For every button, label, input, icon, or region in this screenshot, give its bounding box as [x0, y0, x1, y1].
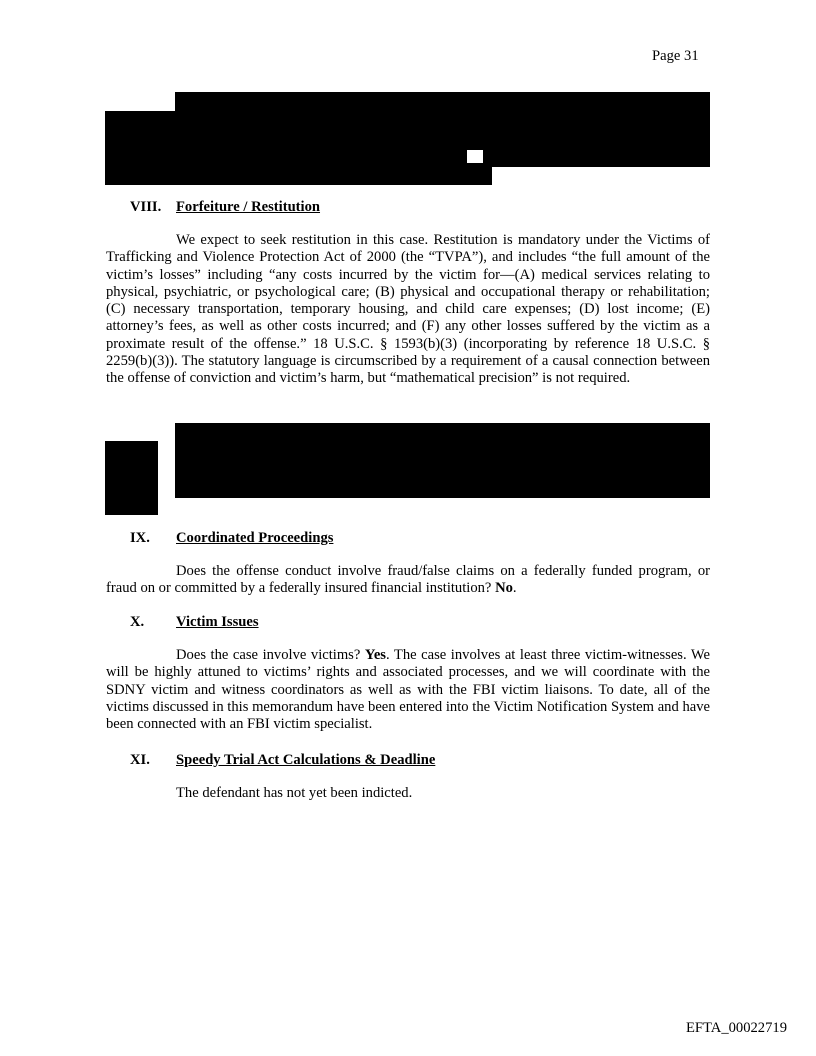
redaction-block	[175, 423, 710, 498]
victim-text-rest: . The case involves at least three victim-witnesses. We will be highly attuned to victims’ rights and associated processes, and we will coordinate with the SDNY victim and witness coordinators as well as with the FBI victim liaisons. To date, all of the victims discussed in this memorandum have been entered into the Victim Notification System and have been connected with an FBI victim specialist.	[106, 647, 710, 733]
section-number: IX.	[130, 530, 150, 546]
coordinated-paragraph	[106, 563, 710, 598]
victim-text-start: Does the case involve victims?	[176, 647, 365, 663]
section-heading-coordinated	[130, 530, 333, 547]
section-number: VIII.	[130, 199, 162, 215]
redaction-block	[105, 441, 158, 515]
section-number: X.	[130, 614, 145, 630]
victim-answer: Yes	[364, 647, 386, 663]
section-heading-forfeiture	[130, 199, 320, 216]
section-heading-speedy-trial	[130, 752, 435, 769]
coordinated-text: Does the offense conduct involve fraud/false claims on a federally funded program, or fraud on or committed by a federally insured financial institution?	[106, 563, 710, 597]
speedy-trial-paragraph: The defendant has not yet been indicted.	[176, 785, 413, 801]
section-number: XI.	[130, 752, 150, 768]
section-title: Victim Issues	[176, 614, 259, 630]
document-id: EFTA_00022719	[686, 1020, 787, 1036]
victim-paragraph	[106, 647, 710, 733]
coordinated-answer-end: .	[512, 580, 517, 597]
section-title: Coordinated Proceedings	[176, 530, 334, 546]
redaction-block	[105, 111, 492, 185]
section-title: Forfeiture / Restitution	[176, 199, 321, 215]
redaction-artifact	[467, 150, 483, 163]
forfeiture-paragraph: We expect to seek restitution in this case. Restitution is mandatory under the Victims of Trafficking and Violence Protection Act of 2000 (the “TVPA”), and includes “the full amount of the victim’s losses” including “any costs incurred by the victim for—(A) medical services relating to physical, psychiatric, or psychological care; (B) physical and occupational therapy or rehabilitation; (C) necessary transportation, temporary housing, and child care expenses; (D) lost income; (E) attorney’s fees, as well as other costs incurred; and (F) any other losses suffered by the victim as a proximate result of the offense.” 18 U.S.C. § 1593(b)(3) (incorporating by reference 18 U.S.C. § 2259(b)(3)). The statutory language is circumscribed by a requirement of a causal connection between the offense of conviction and victim’s harm, but “mathematical precision” is not required.	[106, 232, 710, 387]
page-number: Page 31	[652, 48, 699, 64]
coordinated-answer: No	[495, 580, 513, 597]
section-heading-victim	[130, 614, 259, 631]
section-title: Speedy Trial Act Calculations & Deadline	[176, 752, 436, 768]
